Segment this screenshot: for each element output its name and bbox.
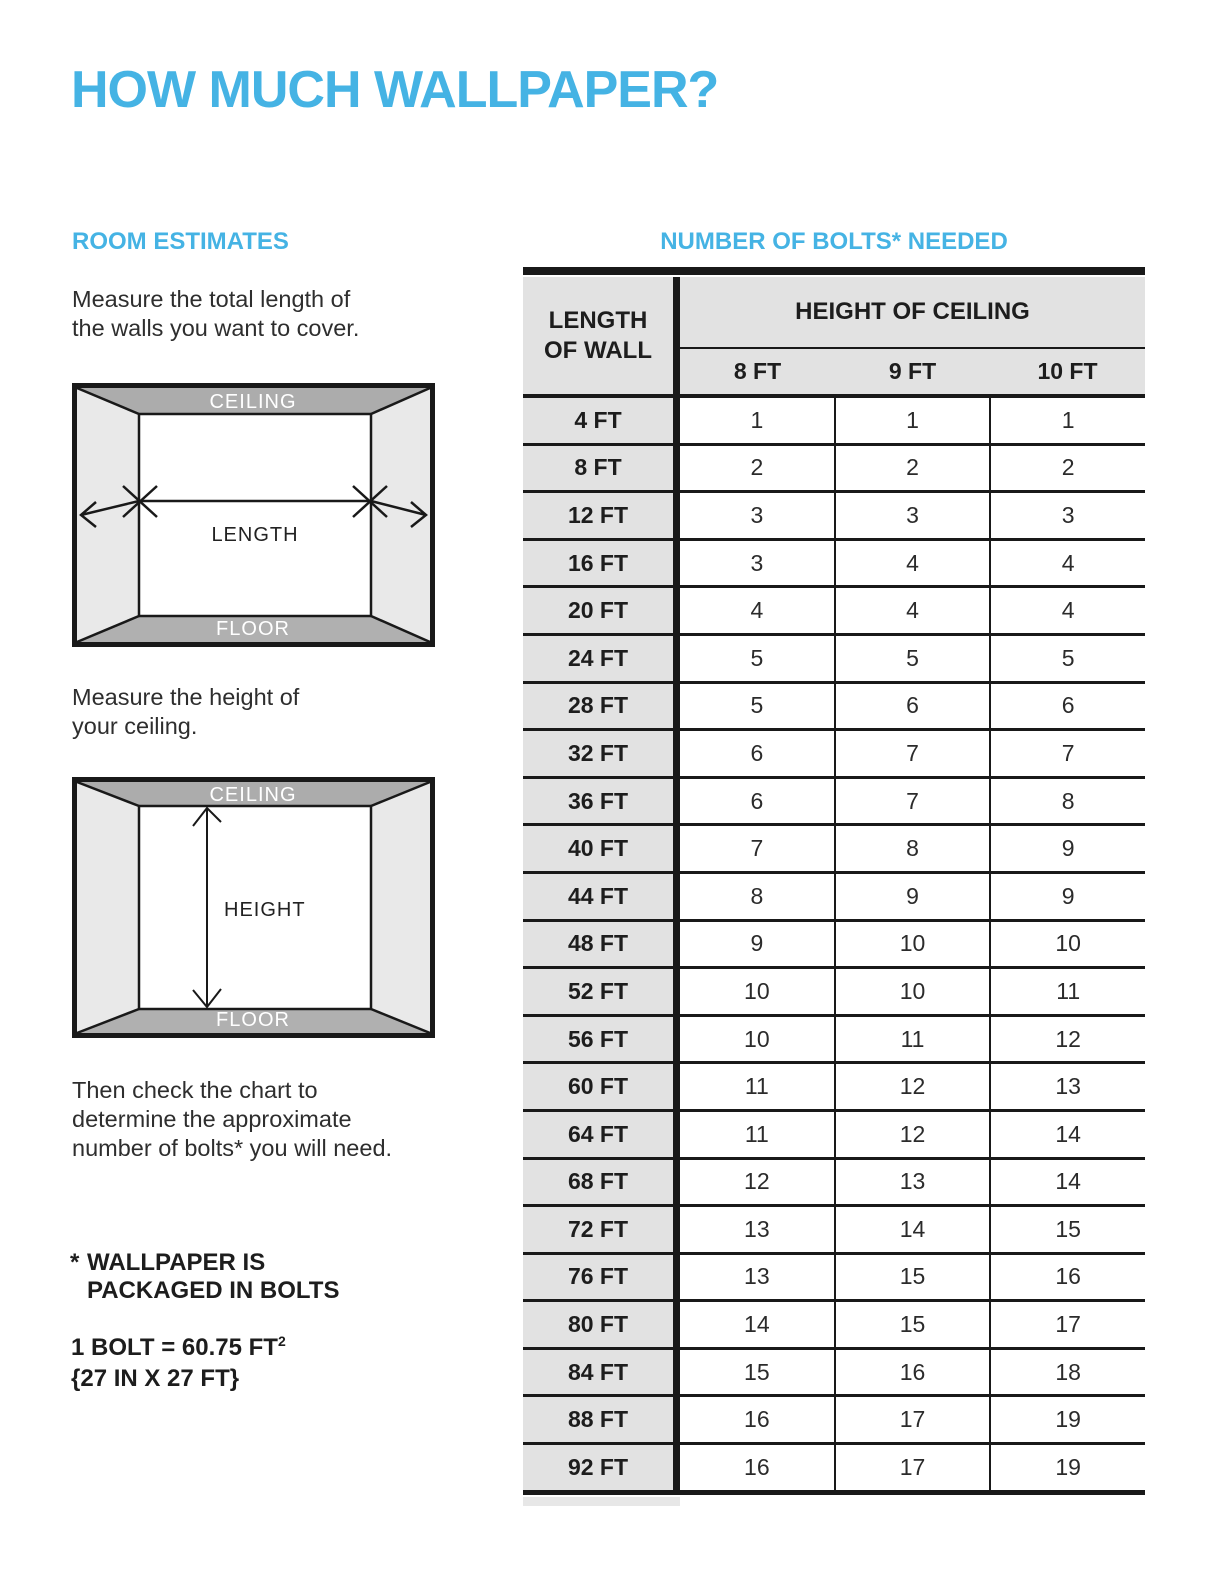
- ceiling-label: CEILING: [209, 391, 297, 413]
- room-estimates-heading: ROOM ESTIMATES: [72, 228, 289, 255]
- bolt-count-cell: 2: [836, 446, 992, 491]
- instruction-line: Then check the chart to: [72, 1077, 318, 1103]
- header-line: OF WALL: [544, 336, 652, 364]
- bolt-count-cell: 5: [836, 636, 992, 681]
- bolt-count-cell: 11: [680, 1112, 836, 1157]
- table-row: [523, 633, 1145, 681]
- instruction-check-chart: [72, 1076, 392, 1163]
- table-row: [523, 871, 1145, 919]
- instruction-line: Measure the height of: [72, 684, 300, 710]
- bolt-count-cell: 19: [991, 1445, 1145, 1490]
- sub-header-8ft: 8 FT: [733, 358, 782, 384]
- header-height-of-ceiling-group: [680, 277, 1145, 394]
- floor-label: FLOOR: [216, 1009, 290, 1031]
- bolt-count-cell: 3: [680, 541, 836, 586]
- bolt-count-cell: 12: [836, 1064, 992, 1109]
- bolt-count-cell: 16: [836, 1350, 992, 1395]
- bolt-count-cell: 4: [836, 588, 992, 633]
- bolt-count-cell: 19: [991, 1397, 1145, 1442]
- bolt-count-cell: 13: [836, 1160, 992, 1205]
- bolt-count-cell: 11: [680, 1064, 836, 1109]
- bolt-count-cell: 1: [836, 398, 992, 443]
- table-row: [523, 1442, 1145, 1490]
- bolt-count-cell: 5: [991, 636, 1145, 681]
- instruction-line: your ceiling.: [72, 713, 198, 739]
- bolt-equation-text: 1 BOLT = 60.75 FT: [71, 1334, 278, 1361]
- header-line: LENGTH: [548, 306, 648, 334]
- table-row: [523, 823, 1145, 871]
- table-row: [523, 443, 1145, 491]
- bolt-count-cell: 4: [836, 541, 992, 586]
- bolt-count-cell: 3: [991, 493, 1145, 538]
- table-row: [523, 1347, 1145, 1395]
- bolt-count-cell: 8: [680, 874, 836, 919]
- sub-header-row: [680, 349, 1145, 394]
- right-wall: [371, 782, 430, 1033]
- bolt-count-cell: 13: [991, 1064, 1145, 1109]
- bolts-table: [523, 267, 1145, 1506]
- room-height-diagram: [72, 777, 435, 1038]
- table-row: [523, 1061, 1145, 1109]
- bolt-count-cell: 5: [680, 636, 836, 681]
- room-length-diagram: [72, 383, 435, 647]
- group-header-height-of-ceiling: HEIGHT OF CEILING: [680, 277, 1145, 349]
- table-row: [523, 1109, 1145, 1157]
- page-title: HOW MUCH WALLPAPER?: [71, 61, 719, 119]
- bolt-count-cell: 10: [991, 922, 1145, 967]
- wall-length-cell: 40 FT: [523, 826, 680, 871]
- length-label: LENGTH: [211, 524, 299, 546]
- wall-length-cell: 60 FT: [523, 1064, 680, 1109]
- instruction-line: the walls you want to cover.: [72, 315, 360, 341]
- table-top-border: [523, 267, 1145, 275]
- instruction-measure-length: [72, 285, 359, 343]
- ceiling-label: CEILING: [209, 784, 297, 806]
- bolt-count-cell: 10: [836, 922, 992, 967]
- wall-length-cell: 8 FT: [523, 446, 680, 491]
- wall-length-cell: 84 FT: [523, 1350, 680, 1395]
- bolt-count-cell: 11: [836, 1017, 992, 1062]
- bolt-count-cell: 3: [680, 493, 836, 538]
- bolt-size-info: [71, 1326, 286, 1394]
- bolt-count-cell: 18: [991, 1350, 1145, 1395]
- bolt-equation-superscript: 2: [277, 1333, 286, 1349]
- table-row: [523, 776, 1145, 824]
- bolt-count-cell: 14: [991, 1160, 1145, 1205]
- table-row: [523, 538, 1145, 586]
- bolt-count-cell: 14: [680, 1302, 836, 1347]
- table-row: [523, 490, 1145, 538]
- table-row: [523, 728, 1145, 776]
- wall-length-cell: 4 FT: [523, 398, 680, 443]
- table-row: [523, 966, 1145, 1014]
- bolt-count-cell: 12: [836, 1112, 992, 1157]
- table-bottom-strip: [523, 1497, 680, 1506]
- bolt-count-cell: 9: [991, 826, 1145, 871]
- bolt-count-cell: 16: [991, 1255, 1145, 1300]
- wall-length-cell: 12 FT: [523, 493, 680, 538]
- bolt-count-cell: 17: [991, 1302, 1145, 1347]
- bolt-count-cell: 10: [836, 969, 992, 1014]
- floor-label: FLOOR: [216, 618, 290, 640]
- wall-length-cell: 76 FT: [523, 1255, 680, 1300]
- instruction-line: number of bolts* you will need.: [72, 1135, 393, 1161]
- wall-length-cell: 16 FT: [523, 541, 680, 586]
- asterisk: *: [70, 1249, 80, 1276]
- bolt-count-cell: 16: [680, 1397, 836, 1442]
- bolt-count-cell: 13: [680, 1255, 836, 1300]
- wall-length-cell: 64 FT: [523, 1112, 680, 1157]
- bolt-count-cell: 6: [680, 731, 836, 776]
- bolt-equation: [71, 1326, 286, 1363]
- wall-length-cell: 88 FT: [523, 1397, 680, 1442]
- instruction-line: determine the approximate: [72, 1106, 352, 1132]
- bolt-count-cell: 13: [680, 1207, 836, 1252]
- table-row: [523, 1299, 1145, 1347]
- wall-length-cell: 56 FT: [523, 1017, 680, 1062]
- bolt-count-cell: 6: [991, 684, 1145, 729]
- bolt-count-cell: 9: [680, 922, 836, 967]
- bolt-count-cell: 2: [991, 446, 1145, 491]
- bolt-count-cell: 15: [836, 1255, 992, 1300]
- column-header-length-of-wall: [523, 277, 680, 394]
- table-row: [523, 919, 1145, 967]
- back-wall: [139, 414, 371, 616]
- instruction-line: Measure the total length of: [72, 286, 351, 312]
- wall-length-cell: 52 FT: [523, 969, 680, 1014]
- bolt-count-cell: 7: [680, 826, 836, 871]
- wall-length-cell: 28 FT: [523, 684, 680, 729]
- wall-length-cell: 68 FT: [523, 1160, 680, 1205]
- bolt-count-cell: 5: [680, 684, 836, 729]
- sub-header-9ft: 9 FT: [888, 358, 937, 384]
- wall-length-cell: 44 FT: [523, 874, 680, 919]
- bolt-count-cell: 14: [991, 1112, 1145, 1157]
- bolt-count-cell: 11: [991, 969, 1145, 1014]
- bolt-count-cell: 4: [991, 588, 1145, 633]
- table-header: [523, 277, 1145, 394]
- wall-length-cell: 36 FT: [523, 779, 680, 824]
- bolt-count-cell: 16: [680, 1445, 836, 1490]
- wall-length-cell: 20 FT: [523, 588, 680, 633]
- footnote-line: [70, 1249, 339, 1277]
- bolt-count-cell: 2: [680, 446, 836, 491]
- bolts-needed-heading: NUMBER OF BOLTS* NEEDED: [660, 228, 1008, 255]
- height-label: HEIGHT: [224, 899, 306, 921]
- bolt-count-cell: 1: [680, 398, 836, 443]
- bolt-count-cell: 3: [836, 493, 992, 538]
- footnote-line: PACKAGED IN BOLTS: [87, 1277, 340, 1304]
- bolt-count-cell: 8: [991, 779, 1145, 824]
- instruction-measure-height: [72, 683, 299, 741]
- bolt-count-cell: 12: [680, 1160, 836, 1205]
- bolt-count-cell: 15: [680, 1350, 836, 1395]
- table-row: [523, 1394, 1145, 1442]
- wall-length-cell: 92 FT: [523, 1445, 680, 1490]
- bolt-count-cell: 7: [836, 731, 992, 776]
- bolt-count-cell: 9: [991, 874, 1145, 919]
- table-row: [523, 1157, 1145, 1205]
- wall-length-cell: 72 FT: [523, 1207, 680, 1252]
- wall-length-cell: 48 FT: [523, 922, 680, 967]
- bolt-count-cell: 15: [991, 1207, 1145, 1252]
- table-row: [523, 585, 1145, 633]
- table-row: [523, 1252, 1145, 1300]
- bolt-dimensions: {27 IN X 27 FT}: [71, 1365, 240, 1392]
- wall-length-cell: 24 FT: [523, 636, 680, 681]
- bolt-count-cell: 9: [836, 874, 992, 919]
- bolt-count-cell: 12: [991, 1017, 1145, 1062]
- bolt-count-cell: 14: [836, 1207, 992, 1252]
- bolt-count-cell: 7: [836, 779, 992, 824]
- wall-length-cell: 32 FT: [523, 731, 680, 776]
- bolt-count-cell: 15: [836, 1302, 992, 1347]
- bolt-count-cell: 4: [680, 588, 836, 633]
- bolt-count-cell: 6: [680, 779, 836, 824]
- bolt-count-cell: 8: [836, 826, 992, 871]
- bolt-count-cell: 7: [991, 731, 1145, 776]
- bolt-count-cell: 6: [836, 684, 992, 729]
- wall-length-cell: 80 FT: [523, 1302, 680, 1347]
- sub-header-10ft: 10 FT: [1037, 358, 1098, 384]
- bolt-count-cell: 10: [680, 969, 836, 1014]
- bolt-count-cell: 1: [991, 398, 1145, 443]
- table-body: [523, 394, 1145, 1495]
- bolt-count-cell: 4: [991, 541, 1145, 586]
- table-row: [523, 398, 1145, 443]
- footnote-text: WALLPAPER IS: [87, 1249, 266, 1276]
- bolt-count-cell: 17: [836, 1397, 992, 1442]
- table-row: [523, 681, 1145, 729]
- bolt-count-cell: 17: [836, 1445, 992, 1490]
- left-wall: [77, 782, 139, 1033]
- table-row: [523, 1204, 1145, 1252]
- bolt-count-cell: 10: [680, 1017, 836, 1062]
- bolts-footnote: [70, 1249, 339, 1305]
- table-row: [523, 1014, 1145, 1062]
